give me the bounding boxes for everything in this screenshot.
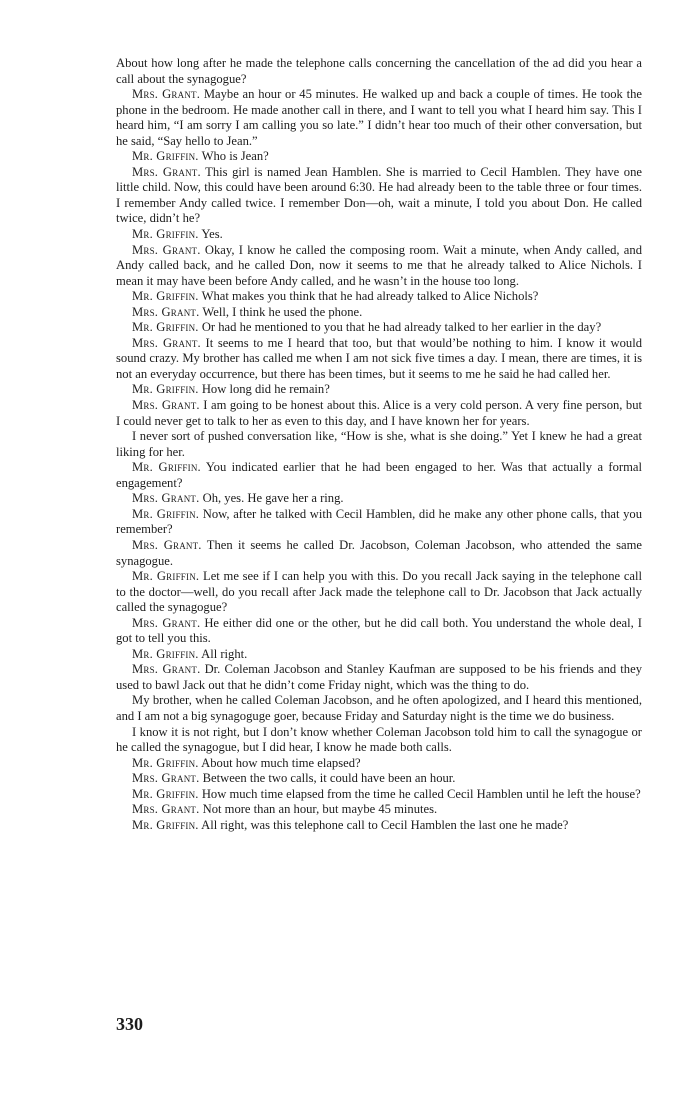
testimony-paragraph <box>116 693 642 724</box>
testimony-paragraph <box>116 243 642 290</box>
paragraph-text: Okay, I know he called the composing room. Wait a minute, when Andy called, and Andy called back, and he called Don, now it seems to me that he already talked to Alice Nichols. I mean it may have been before Andy called, and he wasn’t in the house too long. <box>116 242 642 288</box>
paragraph-text: I know it is not right, but I don’t know whether Coleman Jacobson told him to call the synagogue or he called the synagogue, but I did hear, I know he made both calls. <box>116 724 642 755</box>
speaker-label: Mr. Griffin. <box>132 786 199 801</box>
testimony-paragraph <box>116 289 642 305</box>
testimony-paragraph <box>116 320 642 336</box>
paragraph-text: My brother, when he called Coleman Jacobson, and he often apologized, and I heard this mentioned, and I am not a big synagoguge goer, because Friday and Saturday night is the time we do business. <box>116 693 642 723</box>
testimony-paragraph <box>116 398 642 429</box>
paragraph-text: About how much time elapsed? <box>201 755 361 770</box>
speaker-label: Mr. Griffin. <box>132 382 199 397</box>
speaker-label: Mrs. Grant. <box>132 87 201 102</box>
paragraph-text: What makes you think that he had already talked to Alice Nichols? <box>201 289 539 304</box>
speaker-label: Mrs. Grant. <box>132 491 200 506</box>
paragraph-text: How much time elapsed from the time he called Cecil Hamblen until he left the house? <box>201 786 641 801</box>
paragraph-text: He either did one or the other, but he did call both. You understand the whole deal, I got to tell you this. <box>116 615 642 646</box>
paragraph-text: It seems to me I heard that too, but that would’be nothing to him. I know it would sound crazy. My brother has called me when I am not sick five times a day. I mean, there are times, it is not an everyday occurrence, but there has been times, but it seems to me he said he had called her. <box>116 335 642 381</box>
speaker-label: Mr. Griffin. <box>132 149 199 164</box>
speaker-label: Mr. Griffin. <box>132 569 200 584</box>
speaker-label: Mr. Griffin. <box>132 755 199 770</box>
paragraph-text: Who is Jean? <box>201 149 269 164</box>
paragraph-text: Well, I think he used the phone. <box>202 304 363 319</box>
testimony-paragraph <box>116 725 642 756</box>
paragraph-text: All right. <box>201 646 248 661</box>
speaker-label: Mrs. Grant. <box>132 164 201 179</box>
speaker-label: Mr. Griffin. <box>132 320 199 335</box>
page-number: 330 <box>116 1014 143 1034</box>
testimony-paragraph <box>116 647 642 663</box>
speaker-label: Mrs. Grant. <box>132 242 201 257</box>
speaker-label: Mrs. Grant. <box>132 802 200 817</box>
testimony-paragraph <box>116 538 642 569</box>
testimony-paragraph <box>116 787 642 803</box>
paragraph-text: How long did he remain? <box>201 382 330 397</box>
speaker-label: Mrs. Grant. <box>132 304 200 319</box>
paragraph-text: Yes. <box>201 227 223 242</box>
testimony-paragraph <box>116 771 642 787</box>
speaker-label: Mr. Griffin. <box>132 817 199 832</box>
testimony-paragraph <box>116 818 642 834</box>
paragraph-text: Or had he mentioned to you that he had already talked to her earlier in the day? <box>201 320 602 335</box>
speaker-label: Mr. Griffin. <box>132 506 200 521</box>
speaker-label: Mr. Griffin. <box>132 460 201 475</box>
speaker-label: Mr. Griffin. <box>132 646 199 661</box>
speaker-label: Mr. Griffin. <box>132 289 199 304</box>
testimony-paragraph <box>116 616 642 647</box>
paragraph-text: Dr. Coleman Jacobson and Stanley Kaufman are supposed to be his friends and they used to bawl Jack out that he didn’t come Friday night, which was the thing to do. <box>116 662 642 692</box>
testimony-paragraph <box>116 756 642 772</box>
speaker-label: Mrs. Grant. <box>132 615 201 630</box>
testimony-paragraph <box>116 56 642 87</box>
testimony-paragraph <box>116 87 642 149</box>
speaker-label: Mrs. Grant. <box>132 335 201 350</box>
paragraph-text: Maybe an hour or 45 minutes. He walked up and back a couple of times. He took the phone in the bedroom. He made another call in there, and I want to tell you what I heard him say. This I heard him, “I am sorry I am calling you so late.” I didn’t hear too much of their other conversation, but he said, “Say hello to Jean.” <box>116 87 642 148</box>
testimony-paragraph <box>116 662 642 693</box>
speaker-label: Mrs. Grant. <box>132 398 200 413</box>
testimony-body <box>116 56 642 833</box>
paragraph-text: I am going to be honest about this. Alice is a very cold person. A very fine person, but I could never get to talk to her as even to this day, and I have known her for years. <box>116 398 643 428</box>
testimony-paragraph <box>116 507 642 538</box>
testimony-paragraph <box>116 382 642 398</box>
testimony-paragraph <box>116 165 642 227</box>
speaker-label: Mrs. Grant. <box>132 537 202 552</box>
speaker-label: Mrs. Grant. <box>132 771 200 786</box>
paragraph-text: Now, after he talked with Cecil Hamblen, did he make any other phone calls, that you remember? <box>116 506 642 537</box>
testimony-paragraph <box>116 429 642 460</box>
testimony-paragraph <box>116 569 642 616</box>
testimony-paragraph <box>116 802 642 818</box>
speaker-label: Mrs. Grant. <box>132 662 201 677</box>
paragraph-text: I never sort of pushed conversation like, “How is she, what is she doing.” Yet I knew he had a great liking for her. <box>116 429 642 459</box>
paragraph-text: About how long after he made the telephone calls concerning the cancellation of the ad did you hear a call about the synagogue? <box>116 56 642 86</box>
testimony-paragraph <box>116 336 642 383</box>
paragraph-text: You indicated earlier that he had been engaged to her. Was that actually a formal engagement? <box>116 460 642 490</box>
paragraph-text: Between the two calls, it could have been an hour. <box>202 771 456 786</box>
testimony-paragraph <box>116 227 642 243</box>
testimony-paragraph <box>116 149 642 165</box>
paragraph-text: This girl is named Jean Hamblen. She is married to Cecil Hamblen. They have one little child. Now, this could have been around 6:30. He had already been to the table three or four times. I remember Andy called twice. I remember Don—oh, wait a minute, I told you about Don. He called twice, didn’t he? <box>116 164 642 226</box>
paragraph-text: Not more than an hour, but maybe 45 minutes. <box>202 802 438 817</box>
testimony-paragraph <box>116 305 642 321</box>
paragraph-text: All right, was this telephone call to Cecil Hamblen the last one he made? <box>201 817 569 832</box>
transcript-page <box>116 56 642 833</box>
speaker-label: Mr. Griffin. <box>132 227 199 242</box>
testimony-paragraph <box>116 460 642 491</box>
testimony-paragraph <box>116 491 642 507</box>
paragraph-text: Then it seems he called Dr. Jacobson, Coleman Jacobson, who attended the same synagogue. <box>116 537 643 568</box>
paragraph-text: Oh, yes. He gave her a ring. <box>202 491 344 506</box>
paragraph-text: Let me see if I can help you with this. Do you recall Jack saying in the telephone call to the doctor—well, do you recall after Jack made the telephone call to Dr. Jacobson that Jack actually called the synagogue? <box>116 569 643 615</box>
